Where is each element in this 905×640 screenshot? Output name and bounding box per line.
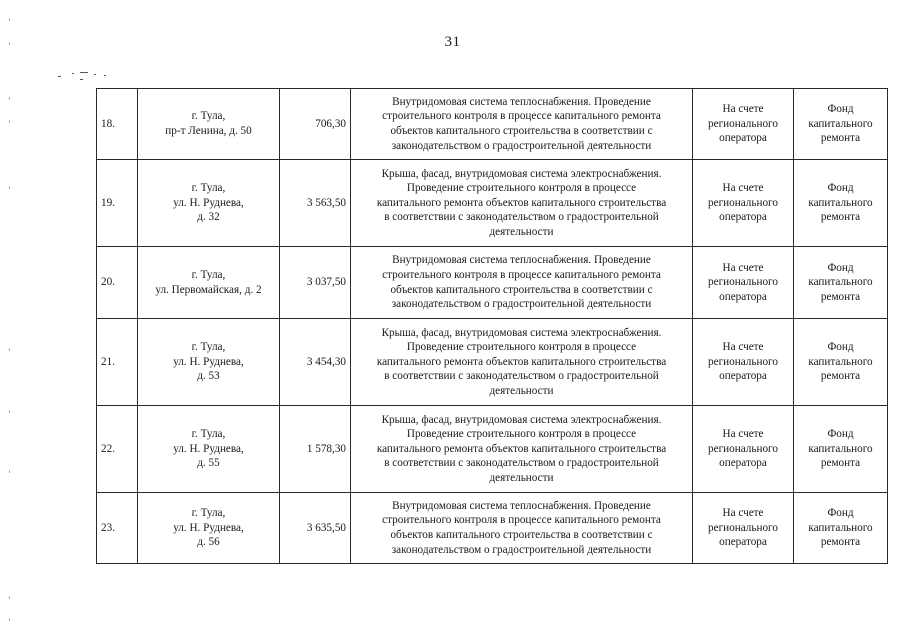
work-description-cell [351, 89, 693, 160]
account-cell-line: На счете [722, 261, 764, 274]
cost-cell: 706,30 [280, 89, 351, 160]
work-description-cell-line: строительного контроля в процессе капитального ремонта [382, 514, 661, 527]
work-description-cell-line: деятельности [489, 384, 554, 397]
address-cell [138, 89, 280, 160]
account-cell [693, 406, 794, 493]
owner-cell-line: ремонта [820, 457, 861, 470]
account-cell-line: регионального [708, 196, 778, 209]
owner-cell-line: капитального [808, 355, 873, 368]
row-number: 21. [97, 319, 138, 406]
address-cell [138, 247, 280, 319]
address-cell-line: д. 32 [197, 211, 220, 224]
work-description-cell-line: в соответствии с законодательством о градостроительной [384, 457, 659, 470]
work-description-cell-line: строительного контроля в процессе капитального ремонта [382, 268, 661, 281]
work-description-cell-line: законодательством о градостроительной деятельности [391, 543, 652, 556]
owner-cell-line: Фонд [827, 428, 854, 441]
owner-cell [794, 406, 888, 493]
owner-cell [794, 247, 888, 319]
cost-cell: 3 635,50 [280, 493, 351, 564]
cost-cell: 1 578,30 [280, 406, 351, 493]
address-cell [138, 319, 280, 406]
work-description-cell [351, 160, 693, 247]
cost-cell: 3 454,30 [280, 319, 351, 406]
work-description-cell [351, 493, 693, 564]
address-cell-line: ул. Н. Руднева, [173, 196, 244, 209]
page-number: 31 [444, 34, 461, 50]
work-description-cell-line: Крыша, фасад, внутридомовая система электроснабжения. [381, 167, 662, 180]
owner-cell [794, 160, 888, 247]
owner-cell-line: Фонд [827, 341, 854, 354]
owner-cell-line: ремонта [820, 370, 861, 383]
work-description-cell-line: Внутридомовая система теплоснабжения. Проведение [392, 499, 651, 512]
work-description-cell-line: законодательством о градостроительной деятельности [391, 298, 652, 311]
owner-cell [794, 493, 888, 564]
owner-cell-line: капитального [808, 196, 873, 209]
work-description-cell-line: объектов капитального строительства в соответствии с [390, 283, 653, 296]
address-cell-line: г. Тула, [191, 428, 226, 441]
owner-cell-line: капитального [808, 276, 873, 289]
address-cell [138, 406, 280, 493]
cost-cell: 3 037,50 [280, 247, 351, 319]
account-cell-line: оператора [719, 290, 767, 303]
table-body [97, 89, 888, 564]
work-description-cell-line: Внутридомовая система теплоснабжения. Проведение [392, 95, 651, 108]
account-cell [693, 319, 794, 406]
owner-cell-line: Фонд [827, 507, 854, 520]
table-row [97, 89, 888, 160]
work-description-cell-line: капитального ремонта объектов капитального строительства [376, 355, 667, 368]
work-description-cell-line: Крыша, фасад, внутридомовая система электроснабжения. [381, 413, 662, 426]
address-cell [138, 160, 280, 247]
table-row [97, 160, 888, 247]
capital-repair-table [96, 88, 888, 564]
work-description-cell-line: объектов капитального строительства в соответствии с [390, 529, 653, 541]
table-row [97, 493, 888, 564]
owner-cell-line: ремонта [820, 211, 861, 224]
account-cell-line: регионального [708, 355, 778, 368]
address-cell-line: ул. Н. Руднева, [173, 442, 244, 455]
account-cell [693, 247, 794, 319]
account-cell-line: На счете [722, 507, 764, 520]
owner-cell-line: капитального [808, 521, 873, 534]
owner-cell-line: капитального [808, 442, 873, 455]
work-description-cell-line: строительного контроля в процессе капитального ремонта [382, 110, 661, 123]
address-cell-line: г. Тула, [191, 182, 226, 195]
work-description-cell-line: Проведение строительного контроля в процессе [406, 182, 637, 195]
address-cell-line: пр-т Ленина, д. 50 [165, 125, 252, 137]
account-cell-line: На счете [722, 103, 764, 116]
owner-cell [794, 89, 888, 160]
owner-cell-line: Фонд [827, 103, 854, 116]
row-number: 23. [97, 493, 138, 564]
work-description-cell-line: капитального ремонта объектов капитального строительства [376, 196, 667, 209]
work-description-cell [351, 247, 693, 319]
account-cell [693, 493, 794, 564]
work-description-cell-line: деятельности [489, 471, 554, 484]
account-cell-line: регионального [708, 442, 778, 455]
work-description-cell [351, 406, 693, 493]
row-number: 20. [97, 247, 138, 319]
address-cell-line: г. Тула, [191, 341, 226, 354]
address-cell-line: г. Тула, [191, 507, 226, 520]
table-row [97, 406, 888, 493]
address-cell-line: д. 56 [197, 536, 220, 549]
owner-cell-line: ремонта [820, 132, 861, 145]
address-cell-line: г. Тула, [191, 268, 226, 281]
owner-cell-line: Фонд [827, 261, 854, 274]
address-cell-line: г. Тула, [191, 110, 226, 123]
work-description-cell-line: деятельности [489, 225, 554, 238]
table-row [97, 247, 888, 319]
owner-cell [794, 319, 888, 406]
work-description-cell-line: Крыша, фасад, внутридомовая система электроснабжения. [381, 326, 662, 339]
account-cell-line: оператора [719, 132, 767, 145]
work-description-cell-line: Проведение строительного контроля в процессе [406, 428, 637, 441]
scan-specks [58, 70, 118, 84]
work-description-cell-line: Проведение строительного контроля в процессе [406, 341, 637, 354]
account-cell-line: На счете [722, 341, 764, 354]
owner-cell-line: ремонта [820, 536, 861, 549]
account-cell [693, 89, 794, 160]
row-number: 22. [97, 406, 138, 493]
table-row [97, 319, 888, 406]
work-description-cell [351, 319, 693, 406]
owner-cell-line: капитального [808, 117, 873, 130]
address-cell-line: д. 55 [197, 457, 220, 470]
cost-cell: 3 563,50 [280, 160, 351, 247]
account-cell-line: регионального [708, 117, 778, 130]
address-cell-line: ул. Первомайская, д. 2 [155, 283, 262, 296]
work-description-cell-line: Внутридомовая система теплоснабжения. Проведение [392, 254, 651, 267]
account-cell-line: оператора [719, 457, 767, 470]
row-number: 19. [97, 160, 138, 247]
account-cell-line: На счете [722, 428, 764, 441]
account-cell-line: оператора [719, 536, 767, 549]
row-number: 18. [97, 89, 138, 160]
account-cell-line: регионального [708, 276, 778, 289]
work-description-cell-line: законодательством о градостроительной деятельности [391, 139, 652, 152]
address-cell-line: ул. Н. Руднева, [173, 355, 244, 368]
address-cell [138, 493, 280, 564]
address-cell-line: ул. Н. Руднева, [173, 521, 244, 534]
work-description-cell-line: в соответствии с законодательством о градостроительной [384, 211, 659, 224]
work-description-cell-line: капитального ремонта объектов капитального строительства [376, 442, 667, 455]
address-cell-line: д. 53 [197, 370, 220, 383]
account-cell-line: регионального [708, 521, 778, 534]
account-cell-line: оператора [719, 370, 767, 383]
work-description-cell-line: объектов капитального строительства в соответствии с [390, 125, 653, 137]
account-cell-line: На счете [722, 182, 764, 195]
owner-cell-line: Фонд [827, 182, 854, 195]
account-cell-line: оператора [719, 211, 767, 224]
owner-cell-line: ремонта [820, 290, 861, 303]
work-description-cell-line: в соответствии с законодательством о градостроительной [384, 370, 659, 383]
account-cell [693, 160, 794, 247]
